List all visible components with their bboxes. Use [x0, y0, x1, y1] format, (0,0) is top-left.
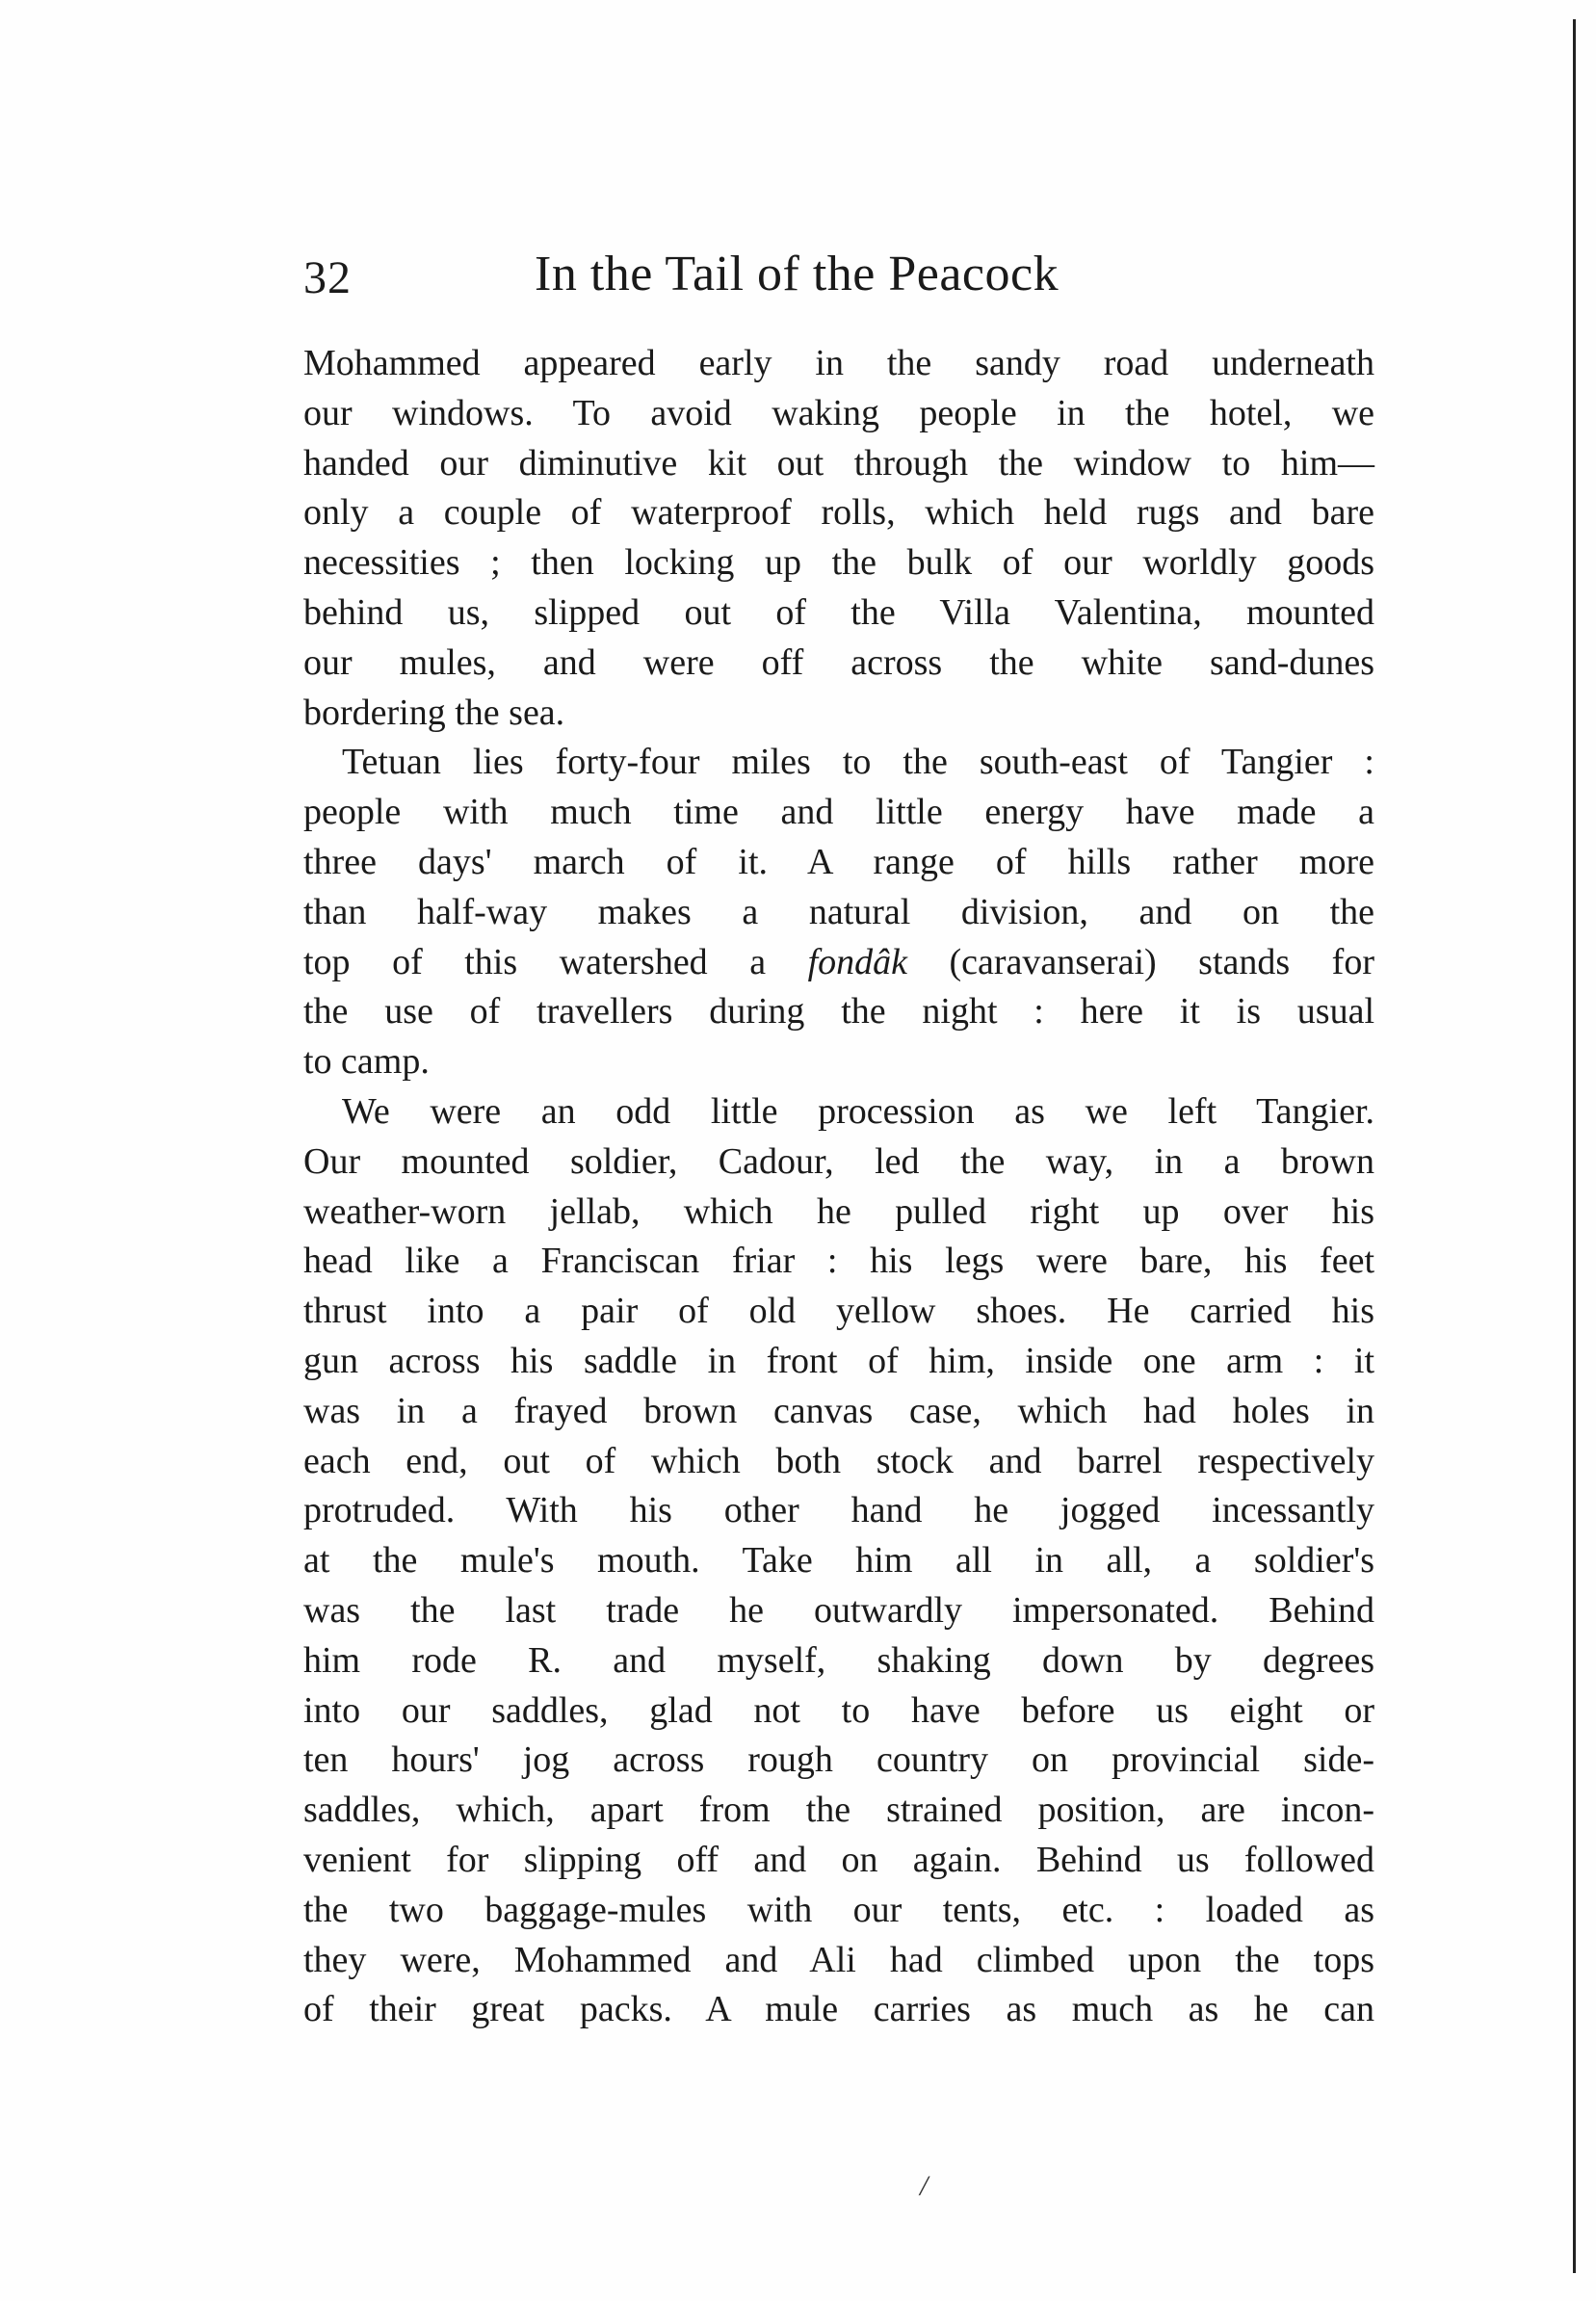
body-text [303, 339, 1374, 2035]
text-line: of their great packs. A mule carries as much as he can [303, 1989, 1374, 2030]
text-line: into our saddles, glad not to have before us eight or [303, 1689, 1374, 1731]
page-edge-shadow [1572, 19, 1578, 2273]
text-line: necessities ; then locking up the bulk of our worldly goods [303, 542, 1374, 584]
text-line: at the mule's mouth. Take him all in all, a soldier's [303, 1540, 1374, 1582]
text-line: thrust into a pair of old yellow shoes. He carried his [303, 1291, 1374, 1332]
paragraph [303, 738, 1374, 1087]
text-line: they were, Mohammed and Ali had climbed upon the tops [303, 1939, 1374, 1980]
text-segment: top of this watershed a [303, 941, 808, 982]
page-number: 32 [303, 252, 352, 303]
text-line [303, 938, 1374, 988]
text-line: three days' march of it. A range of hills rather more [303, 841, 1374, 882]
text-line: the use of travellers during the night : here it is usual [303, 991, 1374, 1033]
text-line: than half-way makes a natural division, and on the [303, 891, 1374, 932]
text-line: Tetuan lies forty-four miles to the south-east of Tangier : [342, 742, 1374, 783]
text-line: protruded. With his other hand he jogged incessantly [303, 1490, 1374, 1531]
text-line: Mohammed appeared early in the sandy road underneath [303, 343, 1374, 383]
text-line: him rode R. and myself, shaking down by degrees [303, 1639, 1374, 1681]
text-line: ten hours' jog across rough country on provincial side- [303, 1739, 1374, 1781]
text-line: only a couple of waterproof rolls, which held rugs and bare [303, 492, 1374, 534]
text-segment: (caravanserai) stands for [907, 941, 1374, 982]
text-line: our windows. To avoid waking people in the hotel, we [303, 392, 1374, 433]
text-line: weather-worn jellab, which he pulled right up over his [303, 1190, 1374, 1232]
text-line: head like a Franciscan friar : his legs were bare, his feet [303, 1241, 1374, 1282]
text-line: the two baggage-mules with our tents, etc. : loaded as [303, 1889, 1374, 1930]
text-line: saddles, which, apart from the strained position, are incon- [303, 1790, 1374, 1831]
paragraph [303, 339, 1374, 738]
text-line: each end, out of which both stock and barrel respectively [303, 1440, 1374, 1481]
page-header [303, 246, 1377, 323]
text-line: bordering the sea. [303, 692, 565, 733]
text-line: handed our diminutive kit out through the window to him— [303, 442, 1374, 484]
text-line: venient for slipping off and on again. Behind us followed [303, 1839, 1374, 1880]
text-line: We were an odd little procession as we left Tangier. [342, 1090, 1374, 1132]
italic-term: fondâk [807, 941, 907, 982]
text-line: people with much time and little energy have made a [303, 792, 1374, 833]
footer-mark: / [920, 2170, 929, 2202]
text-line: our mules, and were off across the white sand-dunes [303, 641, 1374, 683]
text-line: to camp. [303, 1041, 430, 1083]
paragraph [303, 1087, 1374, 2035]
text-line: Our mounted soldier, Cadour, led the way, in a brown [303, 1140, 1374, 1182]
text-line: was in a frayed brown canvas case, which had holes in [303, 1390, 1374, 1431]
text-line: behind us, slipped out of the Villa Valentina, mounted [303, 591, 1374, 633]
running-title: In the Tail of the Peacock [535, 247, 1060, 301]
text-line: was the last trade he outwardly impersonated. Behind [303, 1589, 1374, 1631]
text-line: gun across his saddle in front of him, inside one arm : it [303, 1340, 1374, 1381]
